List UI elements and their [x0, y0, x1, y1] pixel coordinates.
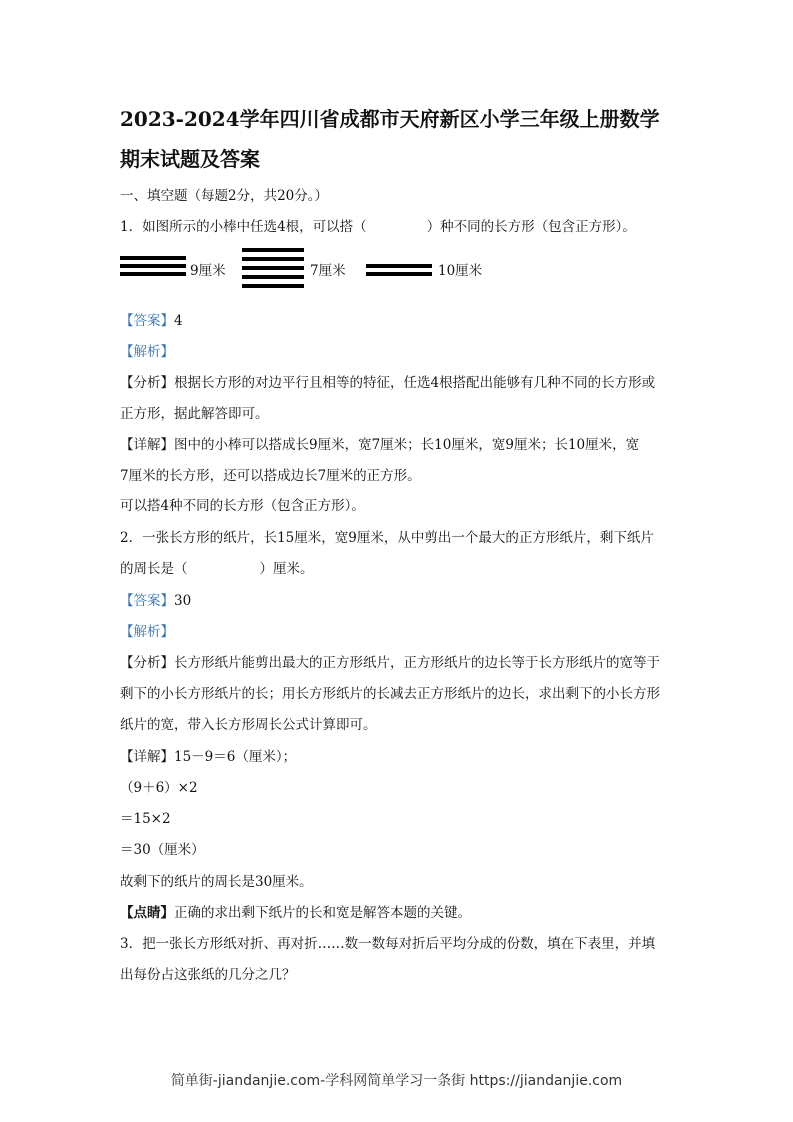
- page-footer-watermark: 简单街-jiandanjie.com-学科网简单学习一条街 https://jiandanjie.com: [170, 1073, 623, 1089]
- q1-fenxi-text: 根据长方形的对边平行且相等的特征，任选4根搭配出能够有几种不同的长方形或: [174, 375, 656, 391]
- q2-detail-text: 15－9＝6（厘米）；: [174, 749, 297, 765]
- q1-fenxi-line1: [120, 373, 680, 393]
- stick: [242, 275, 304, 279]
- q2-question-line2: [120, 559, 680, 579]
- q2-analysis-tag: 【解析】: [120, 624, 174, 640]
- q1-text-a: 1．如图所示的小棒中任选4根，可以搭（: [120, 219, 367, 235]
- q1-detail-line3: 可以搭4种不同的长方形（包含正方形）。: [120, 498, 365, 514]
- stick: [120, 272, 186, 276]
- q2-question-line1: 2．一张长方形的纸片，长15厘米，宽9厘米，从中剪出一个最大的正方形纸片，剩下纸片: [120, 530, 654, 546]
- stick-label-10cm: 10厘米: [438, 263, 483, 279]
- stick-label-9cm: 9厘米: [190, 263, 226, 279]
- section-heading: 一、填空题（每题2分，共20分。）: [120, 188, 329, 204]
- stick: [366, 272, 432, 276]
- q1-answer-value: 4: [174, 313, 183, 329]
- q2-detail-line1: [120, 747, 680, 767]
- dianjing-tag: 【点睛】: [120, 905, 174, 921]
- q2-detail-line4: ＝30（厘米）: [120, 842, 205, 858]
- q1-question: [120, 217, 680, 237]
- q2-detail-line5: 故剩下的纸片的周长是30厘米。: [120, 874, 313, 890]
- q2-answer-value: 30: [174, 593, 192, 609]
- q2-dianjing-text: 正确的求出剩下纸片的长和宽是解答本题的关键。: [174, 905, 471, 921]
- q1-analysis-tag: 【解析】: [120, 344, 174, 360]
- q2-fenxi-line3: 纸片的宽，带入长方形周长公式计算即可。: [120, 717, 377, 733]
- q1-text-b: ）种不同的长方形（包含正方形）。: [426, 219, 636, 235]
- q1-detail-text: 图中的小棒可以搭成长9厘米，宽7厘米；长10厘米，宽9厘米；长10厘米，宽: [174, 437, 640, 453]
- q1-detail-line2: 7厘米的长方形，还可以搭成边长7厘米的正方形。: [120, 468, 421, 484]
- stick: [242, 284, 304, 288]
- doc-title-line1: 2023-2024学年四川省成都市天府新区小学三年级上册数学: [120, 107, 660, 131]
- stick-label-7cm: 7厘米: [310, 263, 346, 279]
- q3-question-line1: 3．把一张长方形纸对折、再对折……数一数每对折后平均分成的份数，填在下表里，并填: [120, 936, 656, 952]
- q2-fenxi-text: 长方形纸片能剪出最大的正方形纸片，正方形纸片的边长等于长方形纸片的宽等于: [174, 655, 660, 671]
- q2-fenxi-line2: 剩下的小长方形纸片的长；用长方形纸片的长减去正方形纸片的边长，求出剩下的小长方形: [120, 686, 660, 702]
- detail-tag: 【详解】: [120, 749, 174, 765]
- stick: [366, 264, 432, 268]
- stick: [242, 248, 304, 252]
- stick: [242, 257, 304, 261]
- q1-fenxi-line2: 正方形，据此解答即可。: [120, 406, 269, 422]
- doc-title-line2: 期末试题及答案: [120, 147, 260, 171]
- stick: [242, 266, 304, 270]
- detail-tag: 【详解】: [120, 437, 174, 453]
- q2-detail-line2: （9＋6）×2: [120, 780, 198, 796]
- q3-question-line2: 出每份占这张纸的几分之几？: [120, 967, 296, 983]
- q2-fenxi-line1: [120, 653, 680, 673]
- q1-answer: [120, 311, 680, 331]
- answer-tag: 【答案】: [120, 593, 174, 609]
- q2-answer: [120, 591, 680, 611]
- q2-detail-line3: ＝15×2: [120, 811, 171, 827]
- fenxi-tag: 【分析】: [120, 375, 174, 391]
- q2-text-a: 的周长是（: [120, 561, 188, 577]
- stick: [120, 256, 186, 260]
- sticks-figure: [120, 250, 520, 292]
- stick: [120, 264, 186, 268]
- q2-dianjing: [120, 903, 680, 923]
- q2-text-b: ）厘米。: [259, 561, 314, 577]
- answer-tag: 【答案】: [120, 313, 174, 329]
- fenxi-tag: 【分析】: [120, 655, 174, 671]
- q1-detail-line1: [120, 435, 680, 455]
